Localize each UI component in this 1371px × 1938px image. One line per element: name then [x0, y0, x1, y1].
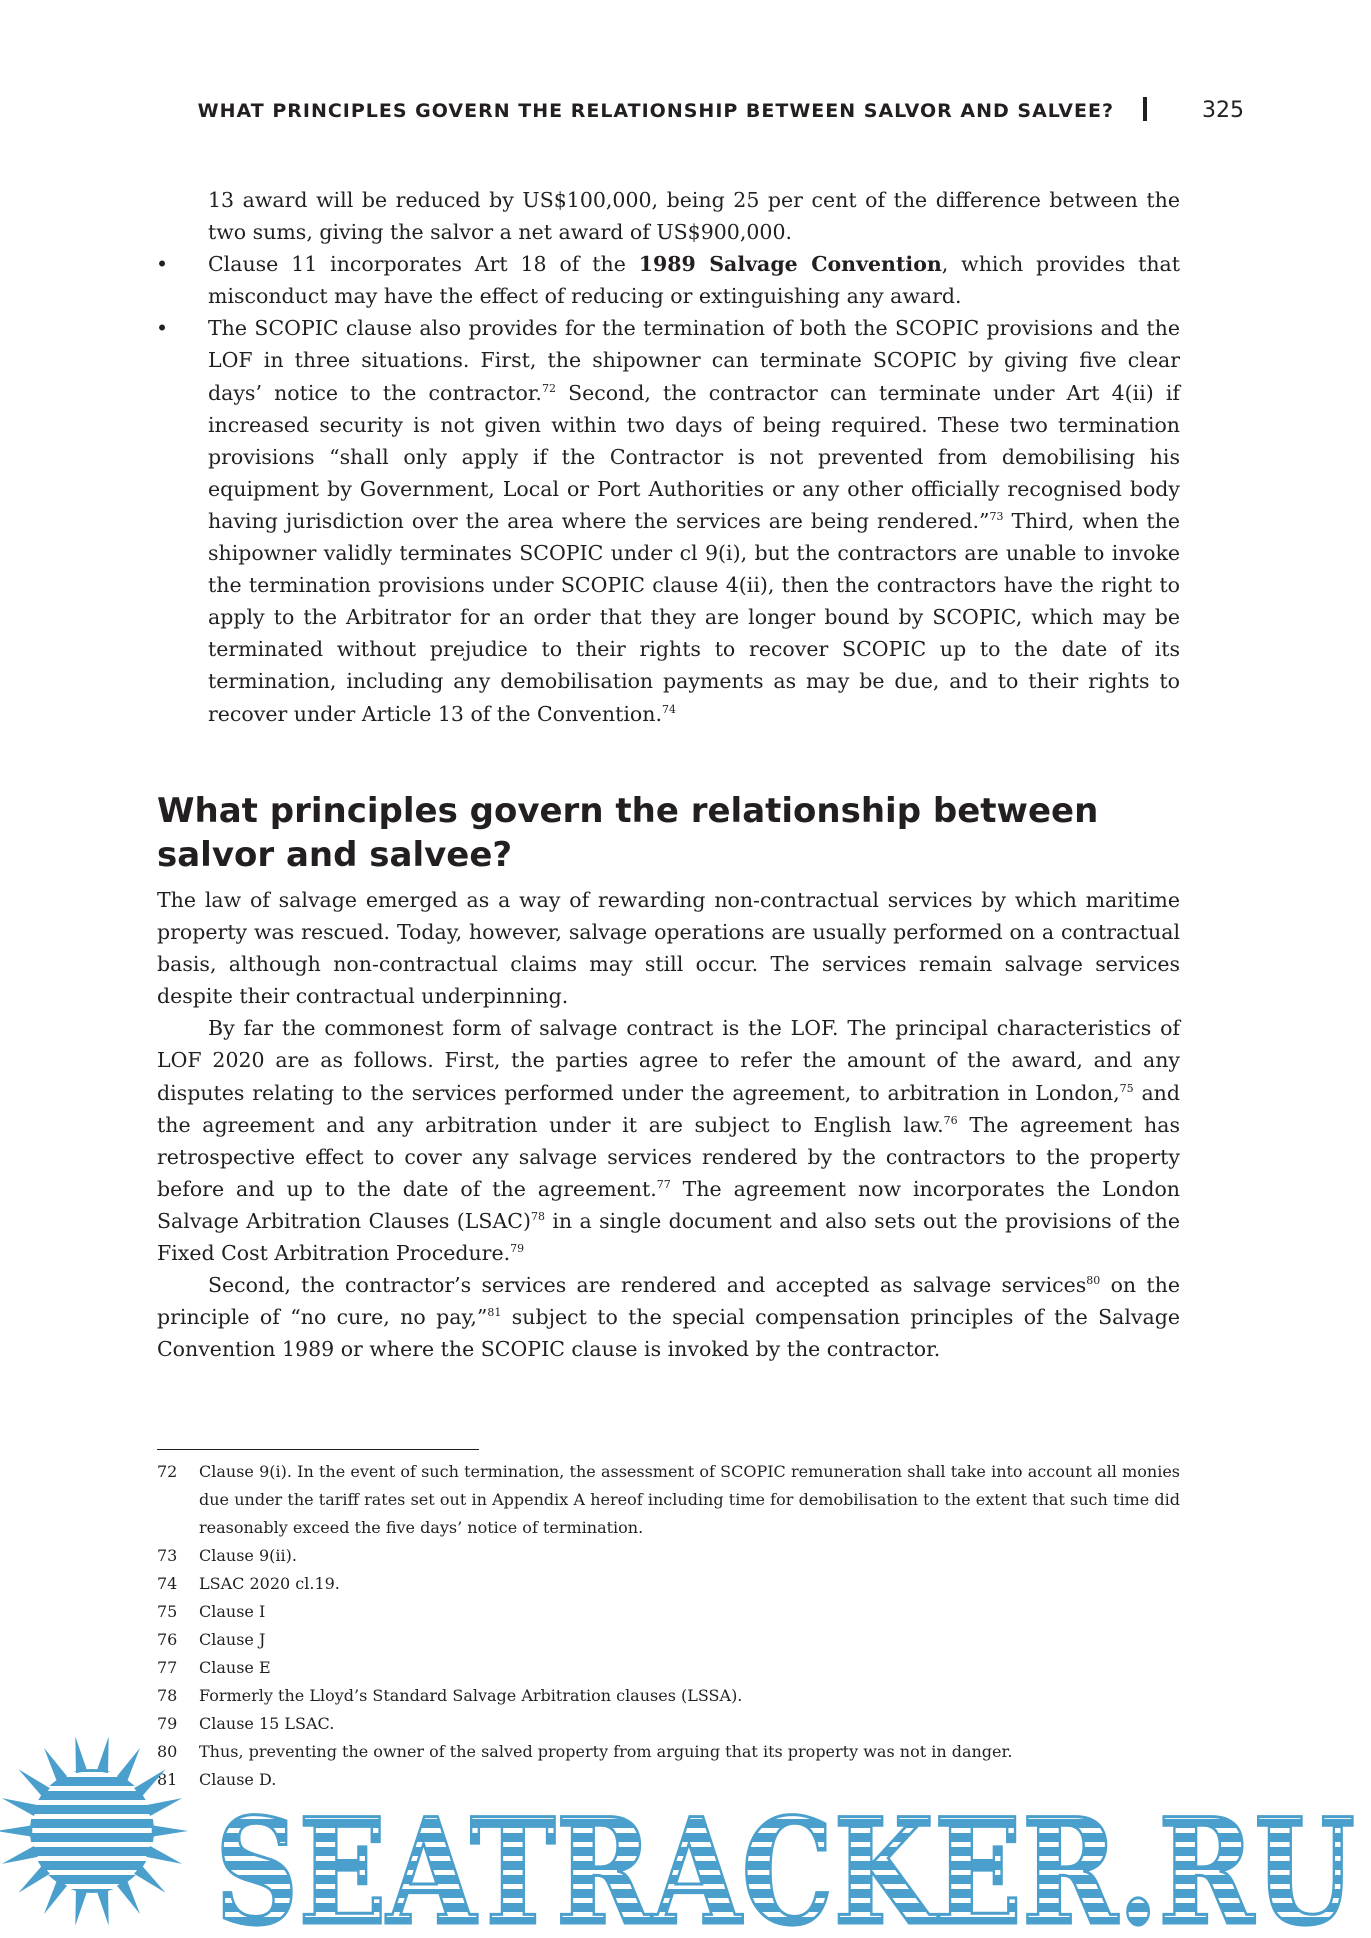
footnote-ref[interactable]: 81: [487, 1306, 502, 1320]
continued-paragraph: 13 award will be reduced by US$100,000, being 25 per cent of the difference between the two sums, giving the salvor a net award of US$900,000.: [208, 188, 1180, 245]
footnote-text: Clause E: [199, 1658, 271, 1677]
footnote-item: [157, 1626, 1180, 1654]
footnote-text: Formerly the Lloyd’s Standard Salvage Arbitration clauses (LSSA).: [199, 1686, 743, 1705]
footnote-item: [157, 1570, 1180, 1598]
footnote-number: 74: [157, 1574, 178, 1593]
footnote-number: 77: [157, 1658, 178, 1677]
sun-ray: [146, 1846, 182, 1864]
bullet-marker: •: [156, 252, 169, 277]
sun-ray: [152, 1825, 188, 1837]
footnote-ref[interactable]: 73: [989, 509, 1004, 523]
footnote-text: Clause J: [199, 1630, 266, 1649]
footnote-ref[interactable]: 78: [530, 1209, 545, 1223]
footnote-ref[interactable]: 80: [1086, 1274, 1101, 1288]
paragraph-no-cure-no-pay: Second, the contractor’s services are rendered and accepted as salvage services$^{80}$ on the principle of “no cure, no pay,”$^{81}$ subject to the special compensation principles of the Salvage Convention 1989 or where the SCOPIC clause is invoked by the contractor.: [157, 1273, 1180, 1362]
footnote-text: Clause D.: [199, 1770, 277, 1789]
footnote-text: Clause I: [199, 1602, 266, 1621]
footnote-number: 80: [157, 1742, 178, 1761]
paragraph-salvage-law: The law of salvage emerged as a way of rewarding non-contractual services by which maritime property was rescued. Today, however, salvage operations are usually performed on a contractual basis, although non-contractual claims may still occur. The services remain salvage services despite their contractual underpinning.: [157, 888, 1180, 1009]
footnote-number: 75: [157, 1602, 178, 1621]
sun-ray: [2, 1798, 38, 1816]
footnote-number: 72: [157, 1462, 178, 1481]
footnote-ref[interactable]: 74: [661, 702, 676, 716]
footnote-number: 78: [157, 1686, 178, 1705]
footnote-separator: [157, 1449, 479, 1450]
running-head-divider: [1143, 97, 1147, 121]
watermark-text: SEATRACKER.RU: [215, 1787, 1355, 1938]
footnote-item: [157, 1542, 1180, 1570]
sun-ray: [97, 1736, 109, 1773]
footnote-ref[interactable]: 75: [1119, 1081, 1134, 1095]
footnote-ref[interactable]: 76: [943, 1113, 958, 1127]
footnote-item: [157, 1654, 1180, 1682]
footnote-text: Thus, preventing the owner of the salved property from arguing that its property was not in danger.: [199, 1742, 1013, 1761]
footnote-ref[interactable]: 79: [510, 1242, 525, 1256]
sun-ray: [75, 1736, 87, 1773]
footnote-item: [157, 1458, 1180, 1542]
footnote-item: [157, 1598, 1180, 1626]
running-head-title: WHAT PRINCIPLES GOVERN THE RELATIONSHIP BETWEEN SALVOR AND SALVEE?: [197, 100, 1114, 122]
footnote-number: 81: [157, 1770, 178, 1789]
section-heading: What principles govern the relationship between salvor and salvee?: [157, 791, 1099, 875]
running-head: [197, 97, 1244, 127]
sun-ray: [2, 1846, 38, 1864]
footnote-number: 73: [157, 1546, 178, 1565]
bullet-item-misconduct: • Clause 11 incorporates Art 18 of the 1989 Salvage Convention, which provides that misconduct may have the effect of reducing or extinguishing any award.: [208, 248, 1180, 312]
section-body: [157, 884, 1180, 1365]
sun-ray: [146, 1798, 182, 1816]
footnote-ref[interactable]: 72: [541, 381, 556, 395]
continued-list: [156, 184, 1181, 730]
sun-ray: [0, 1825, 32, 1837]
footnote-text: Clause 9(ii).: [199, 1546, 297, 1565]
footnote-text: Clause 15 LSAC.: [199, 1714, 335, 1733]
bullet-marker: •: [156, 316, 169, 341]
footnote-number: 79: [157, 1714, 178, 1733]
footnote-number: 76: [157, 1630, 178, 1649]
sun-ray: [75, 1889, 87, 1926]
sun-burst-icon: [0, 1736, 188, 1925]
bullet-item-termination: • The SCOPIC clause also provides for the termination of both the SCOPIC provisions and the LOF in three situations. First, the shipowner can terminate SCOPIC by giving five clear days’ notice to the contractor.$^{72}$ Second, the contractor can terminate under Art 4(ii) if increased security is not given within two days of being required. These two termination provisions “shall only apply if the Contractor is not prevented from demobilising his equipment by Government, Local or Port Authorities or any other officially recognised body having jurisdiction over the area where the services are being rendered.”$^{73}$ Third, when the shipowner validly terminates SCOPIC under cl 9(i), but the contractors are unable to invoke the termination provisions under SCOPIC clause 4(ii), then the contractors have the right to apply to the Arbitrator for an order that they are longer bound by SCOPIC, which may be terminated without prejudice to their rights to recover SCOPIC up to the date of its termination, including any demobilisation payments as may be due, and to their rights to recover under Article 13 of the Convention.$^{74}$: [208, 312, 1180, 729]
footnote-text: Clause 9(i). In the event of such termination, the assessment of SCOPIC remuneration shall take into account all monies due under the tariff rates set out in Appendix A hereof including time for demobilisation to the extent that such time did reasonably exceed the five days’ notice of termination.: [199, 1462, 1180, 1537]
footnote-item: [157, 1682, 1180, 1710]
footnote-ref[interactable]: 77: [656, 1177, 671, 1191]
convention-bold: 1989 Salvage Convention: [638, 252, 942, 277]
sun-ray: [97, 1889, 109, 1926]
footnote-item: [157, 1710, 1180, 1738]
paragraph-lof: By far the commonest form of salvage contract is the LOF. The principal characteristics of LOF 2020 are as follows. First, the parties agree to refer the amount of the award, and any disputes relating to the services performed under the agreement, to arbitration in London,$^{75}$ and the agreement and any arbitration under it are subject to English law.$^{76}$ The agreement has retrospective effect to cover any salvage services rendered by the contractors to the property before and up to the date of the agreement.$^{77}$ The agreement now incorporates the London Salvage Arbitration Clauses (LSAC)$^{78}$ in a single document and also sets out the provisions of the Fixed Cost Arbitration Procedure.$^{79}$: [157, 1016, 1180, 1266]
watermark: [0, 1735, 1371, 1938]
footnote-text: LSAC 2020 cl.19.: [199, 1574, 340, 1593]
page-number: 325: [1202, 98, 1244, 123]
